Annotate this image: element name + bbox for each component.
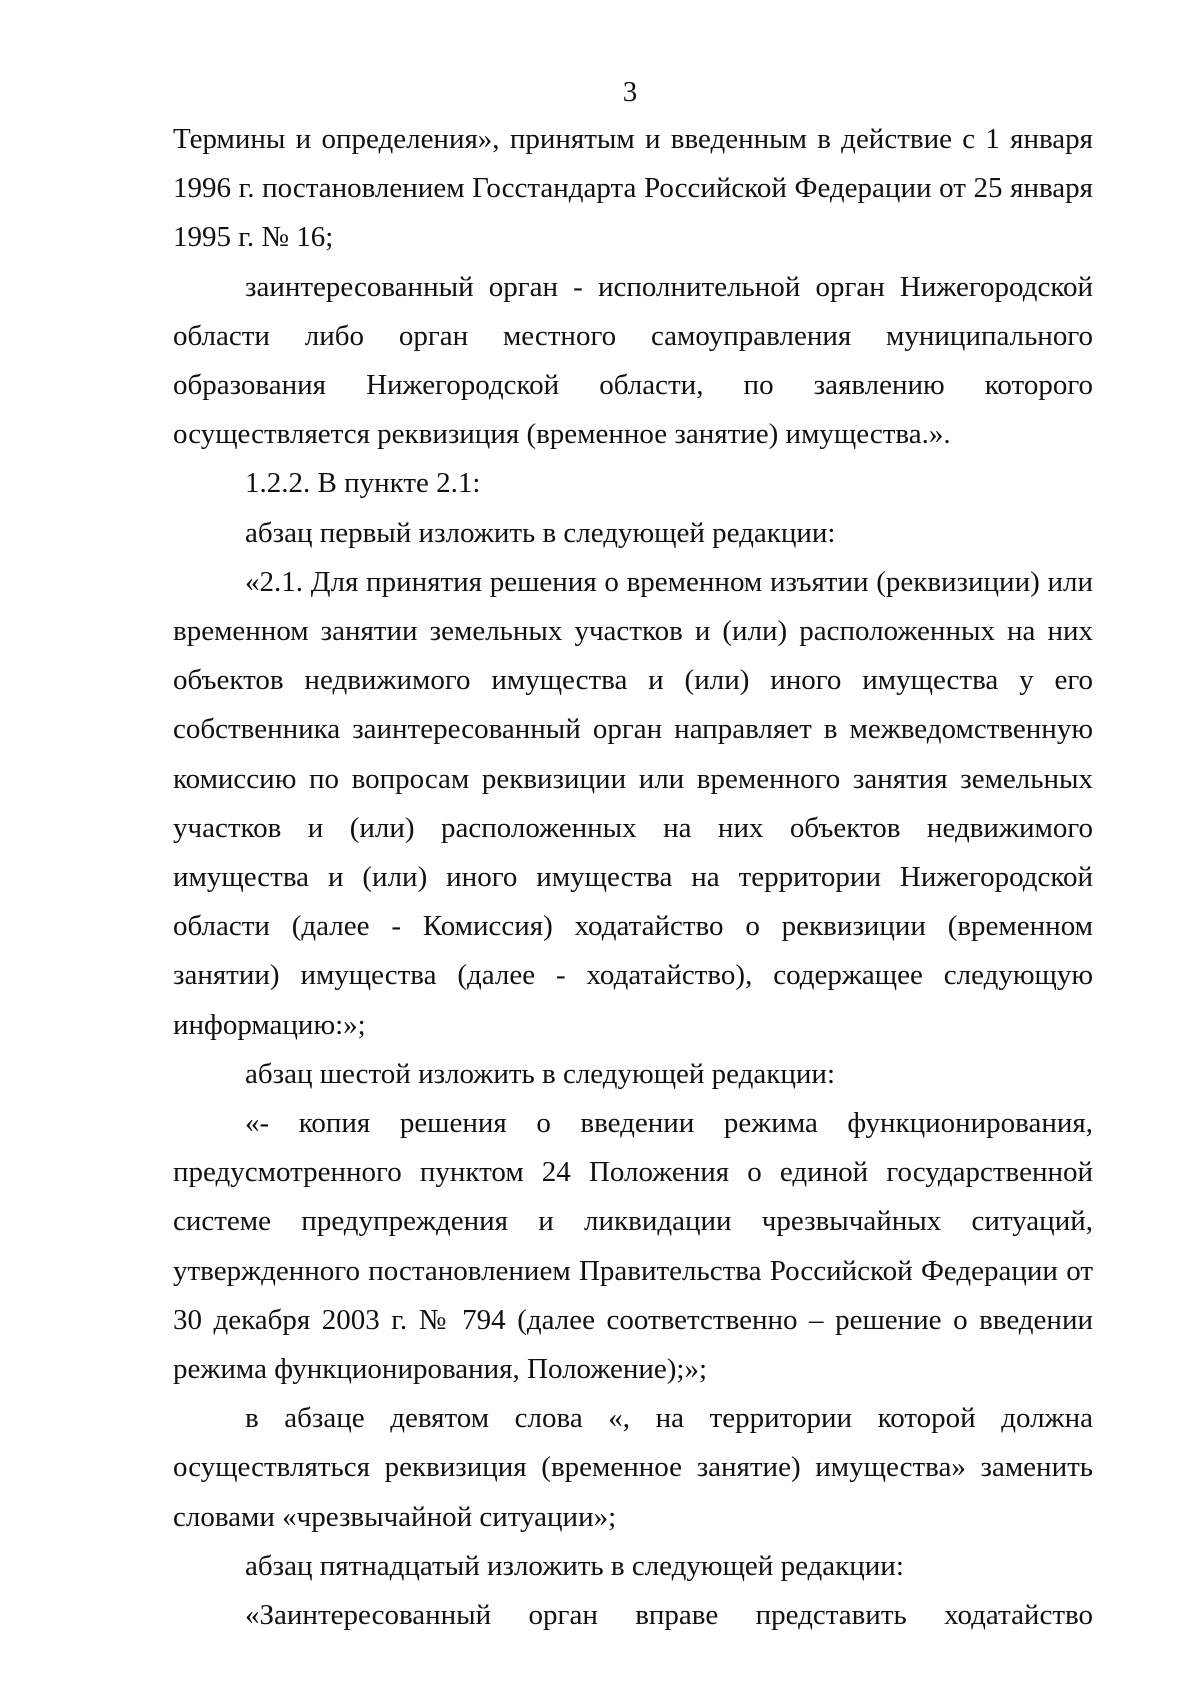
paragraph-ninth-abzac-amendment: в абзаце девятом слова «, на территории которой должна осуществляться реквизиция (временное занятие) имущества» заменить словами «чрезвычайной ситуации»; — [173, 1402, 1093, 1533]
paragraph-terms-continuation: Термины и определения», принятым и введенным в действие с 1 января 1996 г. постановлением Госстандарта Российской Федерации от 25 января 1995 г. № 16; — [173, 123, 1093, 254]
document-body — [173, 115, 1093, 1640]
paragraph-clause-2-1: «2.1. Для принятия решения о временном изъятии (реквизиции) или временном занятии земельных участков и (или) расположенных на них объектов недвижимого имущества и (или) иного имущества у его собственника заинтересованный орган направляет в межведомственную комиссию по вопросам реквизиции или временного занятия земельных участков и (или) расположенных на них объектов недвижимого имущества и (или) иного имущества на территории Нижегородской области (далее - Комиссия) ходатайство о реквизиции (временном занятии) имущества (далее - ходатайство), содержащее следующую информацию:»; — [173, 565, 1093, 1041]
paragraph-decision-copy: «- копия решения о введении режима функционирования, предусмотренного пунктом 24 Положения о единой государственной системе предупреждения и ликвидации чрезвычайных ситуаций, утвержденного постановлением Правительства Российской Федерации от 30 декабря 2003 г. № 794 (далее соответственно – решение о введении режима функционирования, Положение);»; — [173, 1107, 1093, 1386]
paragraph-first-abzac-instruction: абзац первый изложить в следующей редакции: — [245, 516, 836, 549]
paragraph-fifteenth-abzac-instruction: абзац пятнадцатый изложить в следующей редакции: — [245, 1549, 904, 1582]
page-number: 3 — [622, 76, 638, 108]
paragraph-interested-body-definition: заинтересованный орган - исполнительной орган Нижегородской области либо орган местного самоуправления муниципального образования Нижегородской области, по заявлению которого осуществляется реквизиция (временное занятие) имущества.». — [173, 270, 1093, 451]
paragraph-item-1-2-2: 1.2.2. В пункте 2.1: — [245, 467, 481, 500]
paragraph-sixth-abzac-instruction: абзац шестой изложить в следующей редакции: — [245, 1057, 835, 1090]
paragraph-interested-body-right: «Заинтересованный орган вправе представить ходатайство — [245, 1599, 1093, 1632]
